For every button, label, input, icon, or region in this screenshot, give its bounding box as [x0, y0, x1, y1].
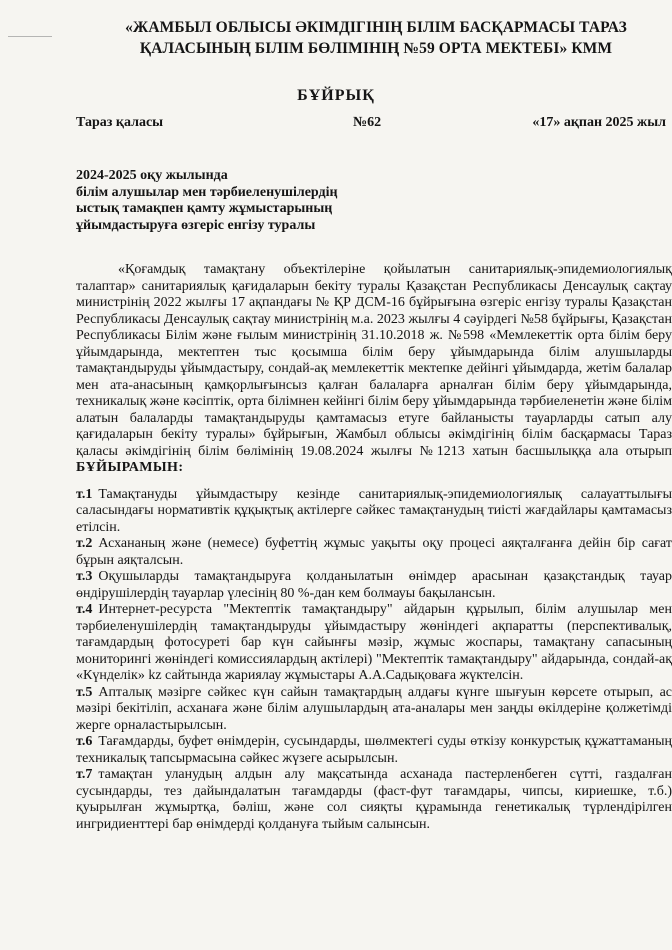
order-number: т.1 — [76, 486, 93, 502]
document-city: Тараз қаласы — [76, 115, 164, 130]
subject-line: 2024-2025 оқу жылында — [76, 168, 228, 183]
scan-artifact-line — [8, 36, 52, 37]
order-list — [76, 487, 672, 834]
order-keyword: БҰЙЫРАМЫН: — [76, 460, 184, 475]
preamble-text: «Қоғамдық тамақтану объектілеріне қойылатын санитариялық-эпидемиологиялық талаптар» санитариялық қағидаларын бекіту туралы Қазақстан Республикасы Денсаулық сақтау министрінің 2022 жылғы 17 ақпандағы № ҚР ДСМ-16 бұйрығына өзгеріс енгізу туралы Қазақстан Республикасы Денсаулық сақтау министрінің м.а. 2023 жылғы 4 сәуірдегі №58 бұйрығы, Қазақстан Республикасы Білім және ғылым министрінің 31.10.2018 ж. №598 «Мемлекеттік орта білім беру ұйымдарында, мектептен тыс қосымша білім беру ұйымдарында білім алушыларды тамақтандыруды ұйымдастыру, сондай-ақ мемлекеттік мектепке дейінгі ұйымдарда, жетім балалар мен ата-анасының қамқорлығынсыз қалған балаларға арналған білім беру ұйымдарында, техникалық және кәсіптік, орта білімнен кейінгі білім беру ұйымдарында тәрбиеленетін және білім алатын балаларды тамақтандыруды қамтамасыз етуге байланысты тауарларды сатып алу қағидаларын бекіту туралы» бұйрығын, Жамбыл облысы әкімдігінің білім басқармасы Тараз қаласы әкімдігінің білім бөлімінің 19.08.2024 жылғы №1213 хатын басшылыққа ала отырып — [76, 262, 672, 459]
order-item-6 — [76, 734, 672, 767]
order-text: Оқушыларды тамақтандыруға қолданылатын өнімдер арасынан қазақстандық тауар өндірушілердің тауарлар үлесінің 80 %-дан кем болмауы бақылансын. — [76, 569, 672, 601]
subject-line: ыстық тамақпен қамту жұмыстарының — [76, 201, 333, 216]
order-item-5 — [76, 685, 672, 735]
order-number: т.3 — [76, 569, 93, 584]
order-number: т.7 — [76, 767, 93, 782]
organization-header — [96, 17, 656, 59]
document-type-title: БҰЙРЫҚ — [297, 87, 375, 104]
subject-line: ұйымдастыруға өзгеріс енгізу туралы — [76, 217, 316, 233]
order-item-7 — [76, 767, 672, 833]
order-number: т.6 — [76, 734, 93, 749]
order-text: Интернет-ресурста "Мектептік тамақтандыру" айдарын құрылып, білім алушылар мен тәрбиеленушілердің тамақтандыруды ұйымдастыру жөніндегі ақпаратты (перспективалық, тағамдардың фотосуреті бар күн сайынғы мәзір, жұмыс жоспары, тамақтану сапасының мониторингі жөніндегі комиссиялардың актілері) "Мектептік тамақтандыру" айдарында, сондай-ақ «Күнделік» kz сайтында жариялау жұмыстары А.А.Садықоваға жүктелсін. — [76, 602, 672, 683]
subject-line: білім алушылар мен тәрбиеленушілердің — [76, 184, 338, 200]
order-number: т.2 — [76, 536, 93, 551]
order-item-1 — [76, 487, 672, 537]
document-subject — [76, 168, 406, 234]
order-text: Апталық мәзірге сәйкес күн сайын тамақтардың алдағы күнге шығуын көрсете отырып, ас мәзірі бекітіліп, асханаға және білім алушылардың ата-аналары мен заңды өкілдеріне қолжетімді жерге орналастырылсын. — [76, 684, 672, 733]
order-text: Тағамдарды, буфет өнімдерін, сусындарды, шөлмектегі суды өткізу конкурстық құжаттаманың техникалық тапсырмасына сәйкес жүзеге асырылсын. — [76, 734, 672, 766]
document-body — [76, 262, 672, 833]
order-number: т.4 — [76, 602, 93, 617]
order-text: тамақтан уланудың алдын алу мақсатында асханада пастерленбеген сүтті, газдалған сусындарды, тез дайындалатын тағамдарды (фаст-фут тағамдары, чипсы, кириешке, т.б.) қуырылған жұмыртқа, бәліш, және сол сияқты құрамында генетикалық түрлендірілген ингридиенттері бар өнімдерді қолдануға тыйым салынсын. — [76, 767, 672, 832]
preamble-paragraph — [76, 262, 672, 477]
order-item-2 — [76, 536, 672, 569]
order-item-3 — [76, 569, 672, 602]
header-line-2: ҚАЛАСЫНЫҢ БІЛІМ БӨЛІМІНІҢ №59 ОРТА МЕКТЕБІ» КММ — [139, 40, 613, 57]
order-text: Тамақтануды ұйымдастыру кезінде санитариялық-эпидемиологиялық салауаттылығы саласындағы нормативтік құқықтық актілерге сәйкес тамақтанудың тиісті жағдайлары қамтамасыз етілсін. — [76, 486, 672, 535]
document-number: №62 — [353, 115, 382, 130]
order-number: т.5 — [76, 684, 93, 700]
document-date: «17» ақпан 2025 жыл — [532, 115, 666, 130]
order-item-4 — [76, 602, 672, 685]
order-text: Асхананың және (немесе) буфеттің жұмыс уақыты оқу процесі аяқталғанға дейін бір сағат бұрын аяқталсын. — [76, 536, 672, 568]
header-line-1: «ЖАМБЫЛ ОБЛЫСЫ ӘКІМДІГІНІҢ БІЛІМ БАСҚАРМАСЫ ТАРАЗ — [125, 19, 627, 36]
